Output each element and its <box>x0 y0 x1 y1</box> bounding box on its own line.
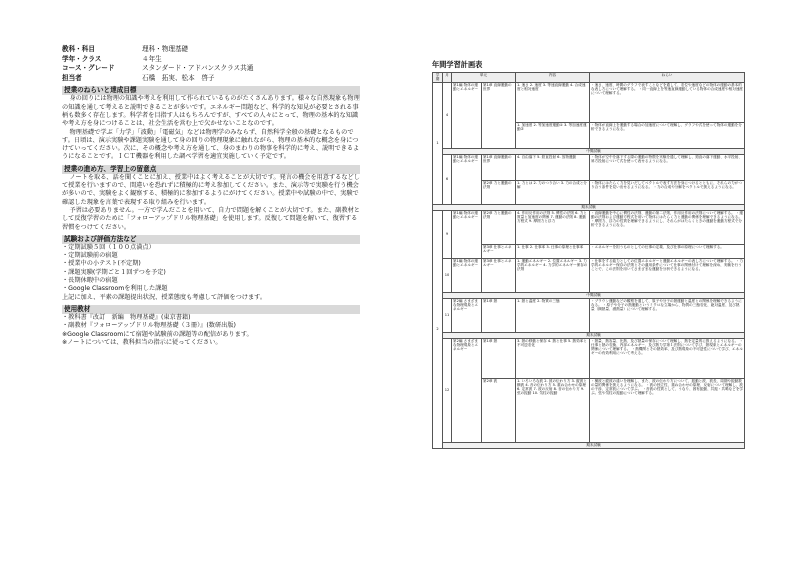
meta-value: ４年生 <box>142 54 162 63</box>
content-cell: 4. 作用反作用の法則 5. 慣性の法則 6. 力と質量と加速度の関係 7. 運動の法則 8. 運動方程式 9. 摩擦力と浮力 <box>516 210 590 244</box>
evaluation-list <box>62 244 360 302</box>
table-row <box>433 338 745 378</box>
aim-cell: ・物体が直線上を運動する場合の加速度について理解し、グラフや式を使って物体の運動を分析できるようになる。 <box>590 122 745 148</box>
table-row <box>433 298 745 332</box>
meta-key: 学年・クラス <box>62 54 102 63</box>
exam-band: 期末試験 <box>443 332 745 338</box>
meta-value: 理科・物理基礎 <box>142 45 189 53</box>
table-row <box>433 154 745 180</box>
table-header-row <box>433 73 745 83</box>
meta-row-class <box>62 55 360 65</box>
chapter-cell: 第3章 仕事とエネルギー <box>482 258 516 292</box>
list-item: ・授業中の小テスト(不定期) <box>62 260 141 268</box>
chapter-cell: 第2章 波 <box>482 378 516 442</box>
list-item: ※ノートについては、教科担当の指示に従ってください。 <box>62 338 222 346</box>
aim-cell: ・エネルギーを担うものとしての仕事の定義、及び仕事の原理について理解する。 <box>590 244 745 258</box>
month-cell: 6 <box>443 154 452 204</box>
exam-band: 中間試験 <box>443 292 745 298</box>
list-item: ・定期試験前の宿題 <box>62 252 118 260</box>
header-content: 内容 <box>516 73 590 83</box>
course-meta <box>62 45 360 83</box>
section-heading-evaluation: 試験および評価方法など <box>62 235 360 244</box>
content-cell: 3. 熱の移動と保存 4. 熱と仕事 5. 熱効率と不可逆変化 <box>516 338 590 378</box>
list-item: ・教科書『改訂 新編 物理基礎』(東京書籍) <box>62 313 191 321</box>
exam-band: 期末試験 <box>433 204 745 210</box>
month-cell: 11 <box>443 298 452 332</box>
list-item: ・副教材『フォローアップドリル物理基礎（３冊）』(数研出版) <box>62 322 236 330</box>
content-cell: 1. 仕事 2. 仕事率 3. 仕事の原理と仕事率 <box>516 244 590 258</box>
unit-cell: 第1編 物体の運動とエネルギー <box>452 210 482 258</box>
meta-key: コース・グレード <box>62 64 115 73</box>
header-aim: ねらい <box>590 73 745 83</box>
aim-cell: ・横波と縦波の違いを理解し、また、波の伝わり方について、振動と波、波長、周期や振動数の量的関係を扱えるようになる。 ・波の独立性、重ね合わせの原理、反射について理解し、波の干渉、定常波について学ぶ。 ・音波の性質として、うなり、固有振動、共振・共鳴などを学ぶ。弦や気柱の振動について理解する。 <box>590 378 745 442</box>
aim-cell: ・直線運動を中心に慣性の法則、運動の第二法則、作用反作用の法則について理解する。 ・運動の法則および運動方程式を用いて物体にはたらく力と運動の関係を理解できるようになる。 ・摩擦力、浮力の性質を理解できるようにし、それらがはたらくときの運動を運動方程式で分析できるようになる。 <box>590 210 745 244</box>
meta-value: 石橋 拓実、松本 啓子 <box>142 73 215 82</box>
annual-plan <box>432 60 744 449</box>
unit-cell: 第2編 さまざまな物理現象とエネルギー <box>452 338 482 442</box>
aim-cell: ・物体が空中を落下する際の運動の特徴を実験を通して理解し、鉛直の落下運動、水平投射、斜方投射について式を使って表せるようになる。 <box>590 154 745 180</box>
table-row <box>433 82 745 122</box>
chapter-cell: 第2章 力と運動の法則 <box>482 210 516 244</box>
meta-value: スタンダード・アドバンスクラス共通 <box>142 64 254 73</box>
unit-cell: 第2編 さまざまな物理現象とエネルギー <box>452 298 482 332</box>
list-item: ※Google Classroomにて宿題や試験前の課題等の配信があります。 <box>62 330 253 338</box>
section-heading-aim: 授業のねらいと達成目標 <box>62 86 360 95</box>
chapter-cell: 第3章 仕事とエネルギー <box>482 244 516 258</box>
list-item: ・長期休暇中の宿題 <box>62 277 118 285</box>
meta-row-course <box>62 64 360 74</box>
exam-band: 中間試験 <box>443 148 745 154</box>
month-cell: 4 <box>443 82 452 148</box>
chapter-cell: 第2章 力と運動の法則 <box>482 180 516 204</box>
term-cell: 2 <box>433 210 443 448</box>
content-cell: 1. 速さ 2. 速度 3. 等速直線運動 4. 合成速度と相対速度 <box>516 82 590 122</box>
header-term: 学期 <box>433 73 443 83</box>
plan-table <box>432 72 745 449</box>
syllabus-left-column <box>62 45 360 347</box>
content-cell: 1. 熱と温度 2. 物質の三態 <box>516 298 590 332</box>
table-row <box>433 258 745 292</box>
table-row <box>433 210 745 244</box>
materials-list <box>62 314 360 347</box>
plan-title: 年間学習計画表 <box>432 60 483 69</box>
list-item: ・定期試験５回（１００点満点） <box>62 243 155 251</box>
header-month: 月 <box>443 73 452 83</box>
month-cell: 10 <box>443 258 452 292</box>
meta-key: 教科・科目 <box>62 45 95 53</box>
chapter-cell: 第1章 熱 <box>482 338 516 378</box>
list-item: ・Google Classroomを利用した課題 <box>62 285 168 293</box>
month-cell: 12 <box>443 338 452 442</box>
exam-band-row <box>433 442 745 448</box>
section-heading-materials: 使用教材 <box>62 305 360 314</box>
aim-cell: ・物体にはたらく力を見いだしてベクトルで表す方法を身につけるとともに、それらの力がつり合う条件を見い出せるようになる。 ・力の合成や分解をベクトルで扱えるようになる。 <box>590 180 745 204</box>
month-cell: 9 <box>443 210 452 258</box>
content-cell: 4. 自由落下 5. 鉛直投射 6. 放物運動 <box>516 154 590 180</box>
content-cell: 1. 加速度 2. 等加速度運動① 3. 等加速度運動② <box>516 122 590 148</box>
method-paragraph: ノートを取る、話を聞くことに加え、授業中はよく考えることが大切です。発言の機会を用意するなどして授業を行いますので、間違いを恐れずに積極的に考え参加してください。また、演示等で実験を行う機会が多いので、実験をよく観察する、積極的に参加するようにがけてください。授業中や試験の中で、実験で確認した現象を言葉で表現する取り組みを行います。 <box>62 173 360 206</box>
aim-paragraph: 物理基礎で学ぶ「力学」「波動」「電磁気」などは物理学のみならず、自然科学全般の基礎となるものです。日頃は、演示実験や課題実験を通して身の回りの物理現象に触れながら、物理の基本的な概念を身につけていってください。次に、その概念や考え方を通して、身のまわりの物事を科学的に考え、説明できるようになることです。ＩＣＴ機器を利用した調べ学習を適宜実施していく予定です。 <box>62 128 360 161</box>
aim-cell: ・ブラウン運動などの観察を通して、原子や分子の熱運動と温度との関係を理解できるようになる。 ・原子や分子の熱運動というミクロな立場から、物質の三態変化、絶対温度、及び熱量（顕熱量、潜熱量）について理解する。 <box>590 298 745 332</box>
unit-cell: 第1編 物体の運動とエネルギー <box>452 154 482 204</box>
chapter-cell: 第1章 直線運動の世界 <box>482 82 516 148</box>
aim-paragraph: 身の回りには物理の知識や考えを利用して作られているものがたくさんあります。様々な自然現象も物理の知識を通して考えると説明できることが多いです。エネルギー問題など、科学的な知見が必要とされる事柄も数多く存在します。科学者を目指す人はもちろんですが、すべての人々にとって、物理の基本的な知識や考え方を身につけることは、社会生活を営む上で欠かせないことなのです。 <box>62 95 360 128</box>
meta-key: 担当者 <box>62 73 82 82</box>
meta-row-subject <box>62 45 360 55</box>
section-heading-method: 授業の進め方、学習上の留意点 <box>62 165 360 174</box>
content-cell: 1. いろいろな波 2. 波の伝わり方 3. 縦波と横波 4. 音の伝わり方 5. 重ね合わせの原理 6. 定常波 7. 波の反射 8. 音の伝わり方 9. 弦の振動 10. 気柱の振動 <box>516 378 590 442</box>
list-item: ・課題実験(学期ごと１回ずつを予定) <box>62 268 166 276</box>
method-paragraph: 予習は必要ありません。一方で学んだことを用いて、自力で問題を解くことが大切です。また、副教材として反復学習のために「フォローアップドリル物理基礎」を使用します。反復して問題を解いて、復習する習慣をつけてください。 <box>62 206 360 231</box>
content-cell: 1. 運動エネルギー 2. 位置エネルギー 3. 力学的エネルギー 4. 力学的エネルギー保存の法則 <box>516 258 590 292</box>
aim-cell: ・仕事をする能力としての位置エネルギーと運動エネルギーの表し方について理解する。 ・力学的エネルギー保存の法則とその適用条件について仕事の関係付けて理解を深め、実験を行うことで、この法則を用いてさまざまな運動を分析できるようになる。 <box>590 258 745 292</box>
aim-cell: ・熱量、熱容量、比熱、及び熱量の保存について理解し、熱を定量的に扱えるようになる。 ・仕事と熱の変換、内部エネルギー、及び熱力学第１法則について学び、熱現象とエネルギーの関係について理解する。 ・熱機関とその熱効率、及び熱現象の不可逆性について学び、エネルギーの有効利用について考える。 <box>590 338 745 378</box>
chapter-cell: 第1章 熱 <box>482 298 516 332</box>
evaluation-note: 上記に加え、平素の課題提出状況、授業態度も考慮して評価をつけます。 <box>62 293 267 301</box>
unit-cell: 第1編 物体の運動とエネルギー <box>452 82 482 148</box>
meta-row-teacher <box>62 74 360 84</box>
chapter-cell: 第1章 直線運動の世界 <box>482 154 516 180</box>
exam-band: 期末試験 <box>443 442 745 448</box>
unit-cell: 第1編 物体の運動とエネルギー <box>452 258 482 292</box>
term-cell: 1 <box>433 82 443 204</box>
header-unit: 単元 <box>452 73 516 83</box>
content-cell: 1. 力とは 2. 力のつり合い 3. 力の合成と分解 <box>516 180 590 204</box>
aim-cell: ・速さ、速度、時間のグラフで表すことなどを通して、変位や速度などの物体の運動の基本的な表し方について理解する。 ・同一直線上を等速直線運動している物体の合成速度や相対速度について理解する。 <box>590 82 745 122</box>
